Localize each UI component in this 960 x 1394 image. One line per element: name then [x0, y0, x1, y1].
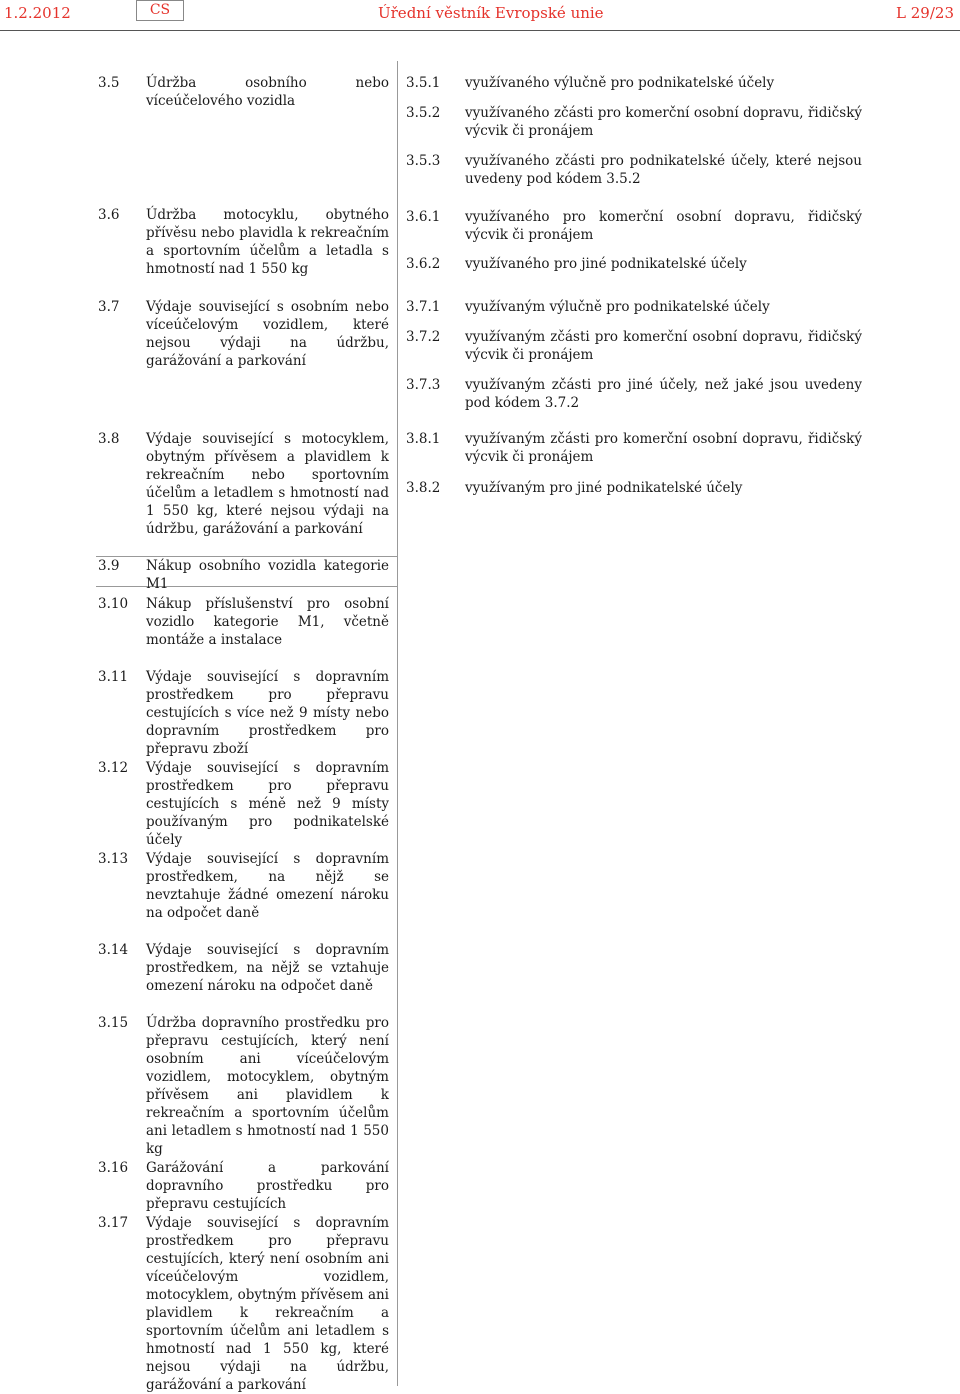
left-code: 3.7 [98, 299, 120, 315]
language-badge: CS [136, 0, 184, 21]
left-description: Výdaje související s dopravním prostředkem pro přepravu cestujících s méně než 9 místy používaným pro podnikatelské účely [146, 760, 389, 848]
right-code: 3.5.3 [406, 153, 441, 169]
left-code: 3.15 [98, 1015, 129, 1031]
right-description: využívaným zčásti pro komerční osobní dopravu, řidičský výcvik či pronájem [465, 431, 862, 465]
right-description: využívaným zčásti pro komerční osobní dopravu, řidičský výcvik či pronájem [465, 329, 862, 363]
left-description: Nákup příslušenství pro osobní vozidlo kategorie M1, včetně montáže a instalace [146, 596, 389, 648]
left-description: Údržba motocyklu, obytného přívěsu nebo plavidla k rekreačním a sportovním účelům a letadla s hmotností nad 1 550 kg [146, 207, 389, 277]
right-description: využívaného pro jiné podnikatelské účely [465, 256, 747, 272]
left-description: Výdaje související s motocyklem, obytným přívěsem a plavidlem k rekreačním nebo sportovním účelům a letadlem s hmotností nad 1 550 kg, které nejsou výdaji na údržbu, garážování a parkování [146, 431, 389, 537]
left-code: 3.14 [98, 942, 129, 958]
left-description: Výdaje související s dopravním prostředkem, na nějž se vztahuje omezení nároku na odpočet daně [146, 942, 389, 994]
left-description: Výdaje související s osobním nebo víceúčelovým vozidlem, které nejsou výdaji na údržbu, garážování a parkování [146, 299, 389, 369]
left-code: 3.17 [98, 1215, 129, 1231]
right-code: 3.6.2 [406, 256, 441, 272]
right-code: 3.5.2 [406, 105, 441, 121]
left-description: Údržba dopravního prostředku pro přepravu cestujících, který není osobním ani víceúčelovým vozidlem, motocyklem, obytným přívěsem ani plavidlem k rekreačním a sportovním účelům ani letadlem s hmotností nad 1 550 kg [146, 1015, 389, 1157]
page-reference: L 29/23 [896, 4, 954, 22]
left-code: 3.5 [98, 75, 120, 91]
right-code: 3.5.1 [406, 75, 441, 91]
right-code: 3.7.3 [406, 377, 441, 393]
left-description: Výdaje související s dopravním prostředkem pro přepravu cestujících s více než 9 místy nebo dopravním prostředkem pro přepravu zboží [146, 669, 389, 757]
left-code: 3.10 [98, 596, 129, 612]
right-code: 3.8.2 [406, 480, 441, 496]
right-description: využívaným pro jiné podnikatelské účely [465, 480, 743, 496]
right-description: využívaného pro komerční osobní dopravu, řidičský výcvik či pronájem [465, 209, 862, 243]
left-description: Výdaje související s dopravním prostředkem pro přepravu cestujících, který není osobním ani víceúčelovým vozidlem, motocyklem, obytným přívěsem ani plavidlem k rekreačním a sportovním účelům ani letadlem s hmotností nad 1 550 kg, které nejsou výdaji na údržbu, garážování a parkování [146, 1215, 389, 1393]
left-code: 3.6 [98, 207, 120, 223]
left-code: 3.16 [98, 1160, 129, 1176]
right-code: 3.8.1 [406, 431, 441, 447]
page-header [0, 0, 960, 31]
right-description: využívaného zčásti pro podnikatelské účely, které nejsou uvedeny pod kódem 3.5.2 [465, 153, 862, 187]
left-description: Nákup osobního vozidla kategorie M1 [146, 558, 389, 592]
column-divider [397, 61, 398, 1386]
right-code: 3.7.1 [406, 299, 441, 315]
right-code: 3.7.2 [406, 329, 441, 345]
left-description: Výdaje související s dopravním prostředkem, na nějž se nevztahuje žádné omezení nároku na odpočet daně [146, 851, 389, 921]
right-code: 3.6.1 [406, 209, 441, 225]
left-description: Údržba osobního nebo víceúčelového vozidla [146, 75, 389, 109]
right-description: využívaného výlučně pro podnikatelské účely [465, 75, 775, 91]
left-code: 3.9 [98, 558, 120, 574]
right-description: využívaného zčásti pro komerční osobní dopravu, řidičský výcvik či pronájem [465, 105, 862, 139]
right-description: využívaným výlučně pro podnikatelské účely [465, 299, 770, 315]
publication-date: 1.2.2012 [4, 4, 71, 22]
left-description: Garážování a parkování dopravního prostředku pro přepravu cestujících [146, 1160, 389, 1212]
left-code: 3.8 [98, 431, 120, 447]
left-code: 3.12 [98, 760, 129, 776]
left-code: 3.13 [98, 851, 129, 867]
left-code: 3.11 [98, 669, 129, 685]
journal-title: Úřední věstník Evropské unie [378, 4, 604, 22]
right-description: využívaným zčásti pro jiné účely, než jaké jsou uvedeny pod kódem 3.7.2 [465, 377, 862, 411]
